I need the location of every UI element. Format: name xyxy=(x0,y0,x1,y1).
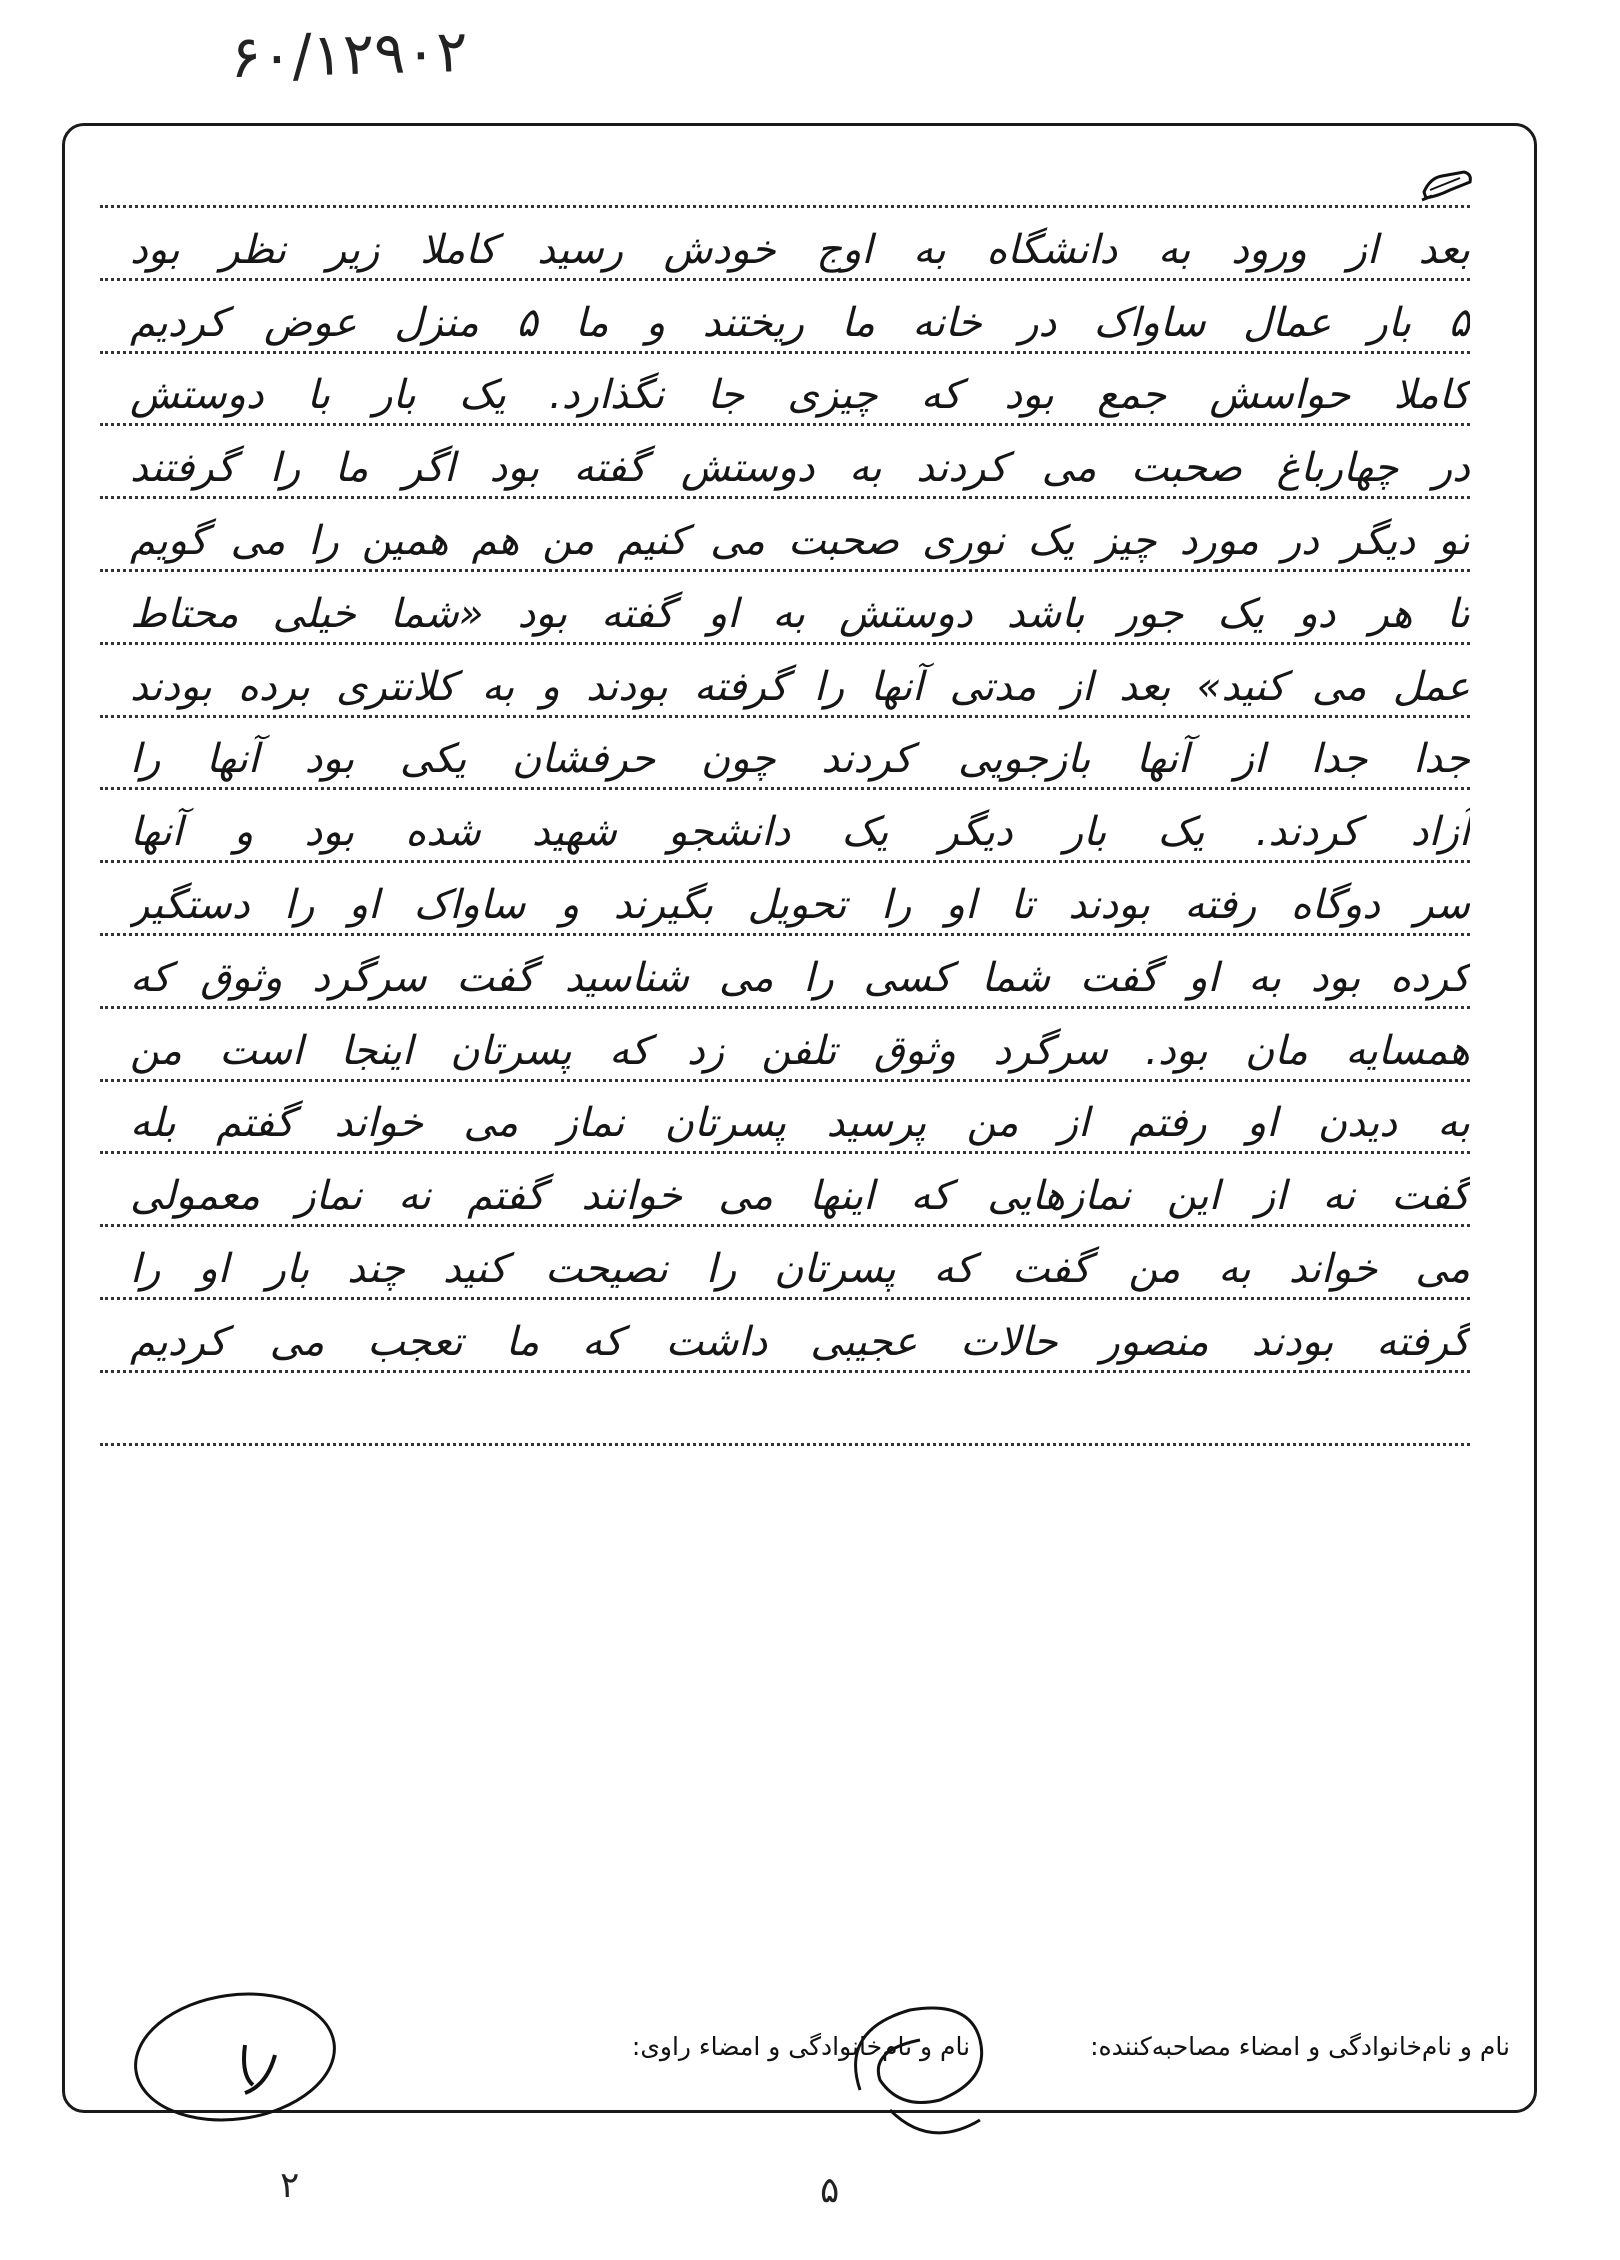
dotted-rule xyxy=(100,569,1470,572)
page-number: ۵ xyxy=(820,2170,840,2211)
dotted-rule xyxy=(100,205,1470,208)
handwritten-line: به دیدن او رفتم از من پرسید پسرتان نماز می خواند گفتم بله xyxy=(130,1100,1470,1147)
dotted-rule xyxy=(100,496,1470,499)
handwritten-line: کرده بود به او گفت شما کسی را می شناسید گفت سرگرد وثوق که xyxy=(130,954,1470,1001)
handwritten-line: گفت نه از این نمازهایی که اینها می خوانند گفتم نه نماز معمولی xyxy=(130,1173,1470,1220)
interviewer-label: نام و نام‌خانوادگی و امضاء مصاحبه‌کننده: xyxy=(1090,2032,1510,2061)
dotted-rule xyxy=(100,1151,1470,1154)
narrator-label: نام و نام‌خانوادگی و امضاء راوی: xyxy=(631,2032,971,2061)
dotted-rule xyxy=(100,642,1470,645)
dotted-rule xyxy=(100,351,1470,354)
handwritten-line: گرفته بودند منصور حالات عجیبی داشت که ما تعجب می کردیم xyxy=(130,1318,1470,1365)
dotted-rule xyxy=(100,933,1470,936)
narrator-signature xyxy=(125,1985,345,2135)
handwritten-line: آزاد کردند. یک بار دیگر یک دانشجو شهید شده بود و آنها xyxy=(130,809,1470,856)
dotted-rule xyxy=(100,787,1470,790)
handwritten-line: تا هر دو یک جور باشد دوستش به او گفته بود «شما خیلی محتاط xyxy=(130,590,1470,637)
handwritten-line: ۵ بار عمال ساواک در خانه ما ریختند و ما ۵ منزل عوض کردیم xyxy=(130,299,1470,346)
handwritten-line: می خواند به من گفت که پسرتان را نصیحت کنید چند بار او را xyxy=(130,1246,1470,1292)
dotted-rule xyxy=(100,423,1470,426)
dotted-rule xyxy=(100,1006,1470,1009)
dotted-rule xyxy=(100,1443,1470,1446)
dotted-rule xyxy=(100,1297,1470,1300)
handwritten-line: سر دوگاه رفته بودند تا او را تحویل بگیرند و ساواک او را دستگیر xyxy=(130,882,1470,928)
interviewer-signature xyxy=(820,1990,1020,2160)
side-mark: ۲ xyxy=(280,2165,300,2206)
archive-number: ۶۰/۱۲۹۰۲ xyxy=(229,16,469,92)
dotted-rule xyxy=(100,1370,1470,1373)
handwritten-line: کاملا حواسش جمع بود که چیزی جا نگذارد. یک بار با دوستش xyxy=(130,372,1470,419)
handwritten-line: بعد از ورود به دانشگاه به اوج خودش رسید کاملا زیر نظر بود xyxy=(130,226,1470,273)
pen-icon xyxy=(1420,168,1476,202)
handwritten-line: همسایه مان بود. سرگرد وثوق تلفن زد که پسرتان اینجا است من xyxy=(130,1027,1470,1074)
handwritten-line: جدا جدا از آنها بازجویی کردند چون حرفشان یکی بود آنها را xyxy=(130,736,1470,783)
dotted-rule xyxy=(100,1079,1470,1082)
handwritten-line: تو دیگر در مورد چیز یک نوری صحبت می کنیم من هم همین را می گویم xyxy=(130,518,1470,564)
dotted-rule xyxy=(100,860,1470,863)
dotted-rule xyxy=(100,278,1470,281)
dotted-rule xyxy=(100,715,1470,718)
dotted-rule xyxy=(100,1224,1470,1227)
handwritten-line: عمل می کنید» بعد از مدتی آنها را گرفته بودند و به کلانتری برده بودند xyxy=(130,663,1470,710)
handwritten-line: در چهارباغ صحبت می کردند به دوستش گفته بود اگر ما را گرفتند xyxy=(130,445,1470,492)
